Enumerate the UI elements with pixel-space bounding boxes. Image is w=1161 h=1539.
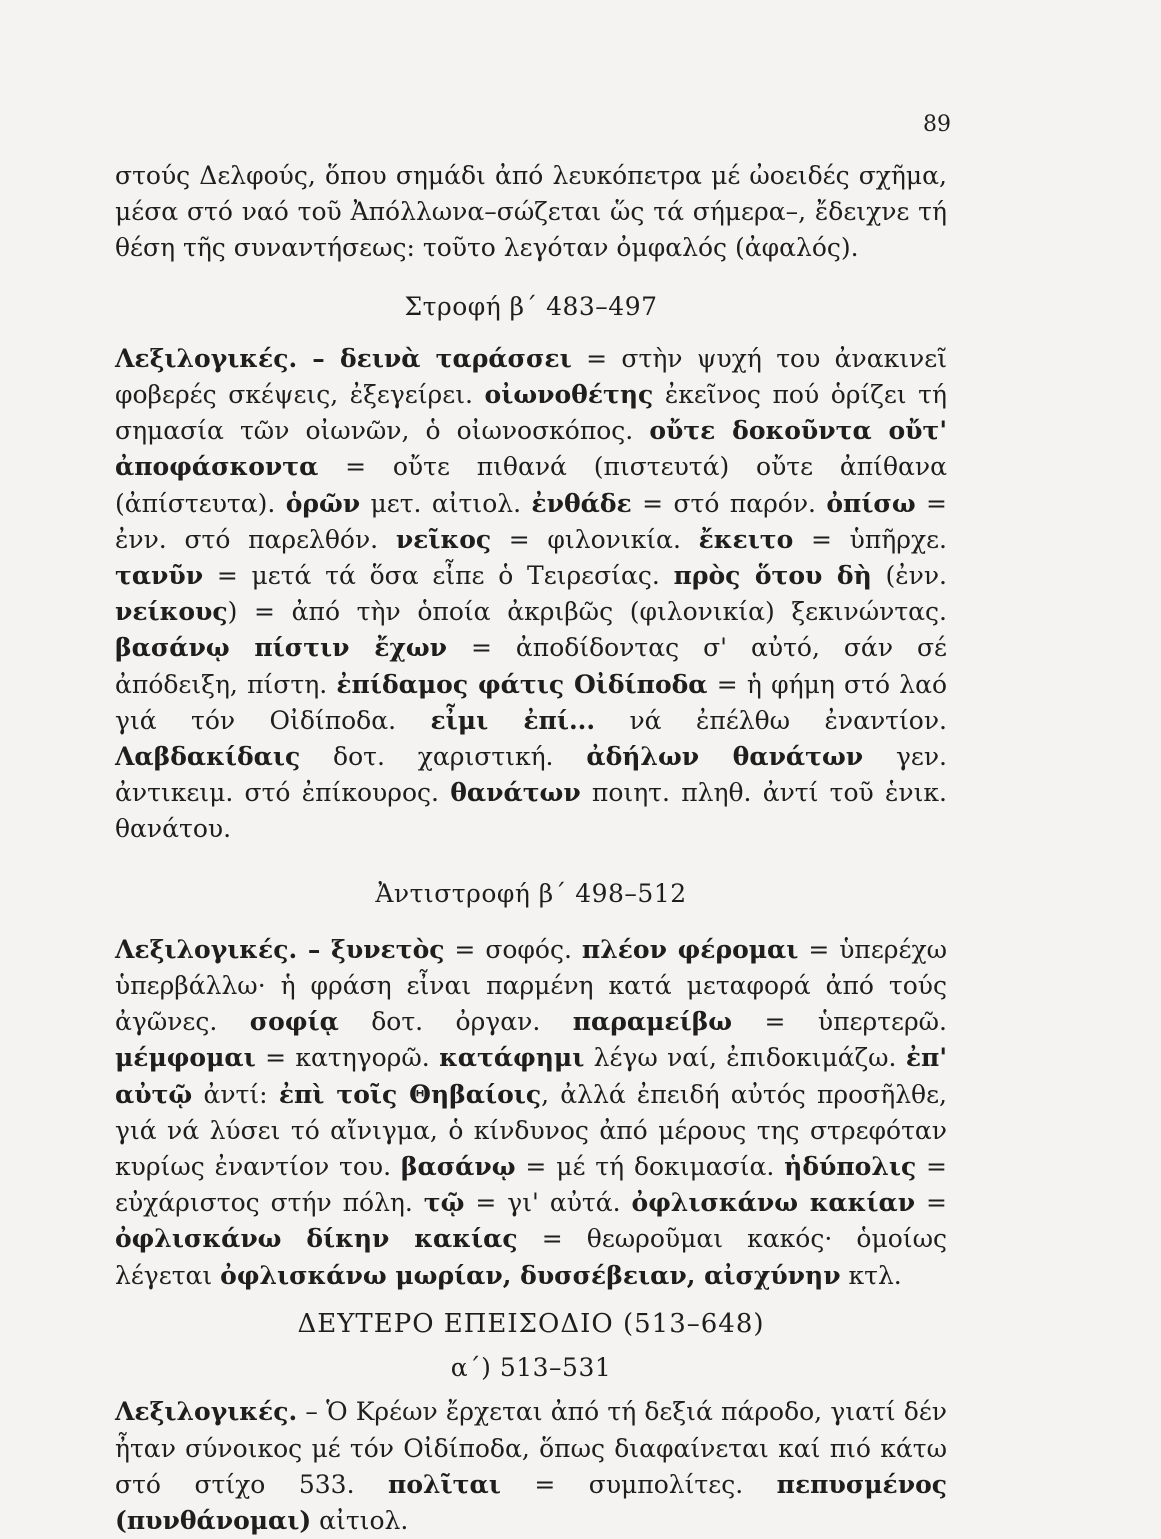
gloss-text: ἐκεῖνος πού ὁρίζει τή σημασία τῶν οἰωνῶν, ὁ οἰωνοσκόπος. — [115, 380, 947, 446]
lemma: Λαβδακίδαις — [115, 742, 301, 772]
gloss-text: δοτ. χαριστική. — [300, 742, 587, 772]
gloss-text: = ὑπῆρχε. — [793, 524, 947, 554]
gloss-text: = ὑπερέχω ὑπερβάλλω· ἡ φράση εἶναι παρμένη κατά μεταφορά ἀπό τούς ἀγῶνες. — [115, 934, 947, 1037]
gloss-text: ἀντί: — [192, 1079, 279, 1109]
lemma: οὔτε δοκοῦντα οὔτ' ἀποφάσκοντα — [115, 416, 947, 482]
lemma: θανάτων — [450, 778, 581, 808]
lemma: ὁρῶν — [285, 488, 361, 518]
lemma: πεπυσμένος (πυνθάνομαι) — [115, 1469, 947, 1535]
lemma: τανῦν — [115, 561, 204, 591]
gloss-text: = σοφός. — [444, 934, 582, 964]
gloss-text: = ἡ φήμη στό λαό γιά τόν Οἰδίποδα. — [115, 669, 948, 735]
lemma: ὀπίσω — [826, 488, 916, 518]
gloss-text: = ἐνν. στό παρελθόν. — [115, 488, 947, 554]
text-body — [115, 158, 947, 1539]
lemma: βασάνῳ πίστιν ἔχων — [115, 633, 447, 663]
lemma: ὀφλισκάνω κακίαν — [631, 1188, 916, 1218]
gloss-text: = — [915, 1188, 947, 1218]
gloss-text: = θεωροῦμαι κακός· ὁμοίως λέγεται — [115, 1224, 947, 1290]
gloss-text: = κατηγορῶ. — [255, 1043, 440, 1073]
heading-strophe-b: Στροφή β΄ 483–497 — [404, 291, 658, 321]
lemma: Λεξιλογικές. – ξυνετὸς — [115, 934, 445, 964]
heading-antistrophe-b: Ἀντιστροφή β΄ 498–512 — [375, 878, 687, 908]
lemma: πλέον φέρομαι — [581, 934, 799, 964]
gloss-text: μετ. αἰτιολ. — [360, 488, 532, 518]
gloss-text: = εὐχάριστος στήν πόλη. — [115, 1152, 948, 1218]
lemma: ἐνθάδε — [531, 488, 632, 518]
lemma: ἡδύπολις — [784, 1152, 917, 1182]
gloss-text: δοτ. ὀργαν. — [338, 1007, 573, 1037]
gloss-text: κτλ. — [840, 1260, 902, 1290]
lemma: νείκους — [115, 597, 228, 627]
page-number: 89 — [923, 112, 951, 137]
gloss-text: = οὔτε πιθανά (πιστευτά) οὔτε ἀπίθανα (ἀπίστευτα). — [115, 452, 947, 518]
gloss-text: = μετά τά ὅσα εἶπε ὁ Τειρεσίας. — [203, 561, 674, 591]
gloss-text: (ἐνν. — [871, 561, 947, 591]
lemma: σοφίᾳ — [249, 1007, 339, 1037]
lemma: νεῖκος — [395, 524, 492, 554]
lemma: εἶμι ἐπί... — [430, 705, 596, 735]
lemma: Λεξιλογικές. – δεινὰ ταράσσει — [115, 343, 572, 373]
gloss-text: = συμπολίτες. — [500, 1469, 777, 1499]
lexical-paragraph-1 — [115, 341, 947, 848]
lemma: ἐπὶ τοῖς Θηβαίοις — [278, 1079, 542, 1109]
gloss-text: – Ὁ Κρέων ἔρχεται ἀπό τή δεξιά πάροδο, γιατί δέν ἦταν σύνοικος μέ τόν Οἰδίποδα, ὅπως διαφαίνεται καί πιό κάτω στό στίχο 533. — [115, 1397, 947, 1499]
gloss-text: = μέ τή δοκιμασία. — [515, 1152, 785, 1182]
gloss-text: , ἀλλά ἐπειδή αὐτός προσῆλθε, γιά νά λύσει τό αἴνιγμα, ὁ κίνδυνος ἀπό μέρους της στρεφόταν κυρίως ἐναντίον του. — [115, 1079, 947, 1182]
heading-second-episode: ΔΕΥΤΕΡΟ ΕΠΕΙΣΟΔΙΟ (513–648) — [297, 1308, 765, 1339]
gloss-text: ) = ἀπό τὴν ὁποία ἀκριβῶς (φιλονικία) ξεκινώντας. — [227, 597, 947, 627]
lemma: τῷ — [423, 1188, 465, 1218]
lemma: ἐπ' αὐτῷ — [115, 1043, 947, 1109]
lemma: βασάνῳ — [400, 1152, 516, 1182]
gloss-text: = στὴν ψυχή του ἀνακινεῖ φοβερές σκέψεις, ἐξεγείρει. — [115, 343, 947, 410]
heading-section-a: α΄) 513–531 — [450, 1353, 612, 1383]
lexical-paragraph-2 — [115, 932, 947, 1294]
lemma: ἔκειτο — [698, 524, 794, 554]
lexical-paragraph-3 — [115, 1394, 947, 1539]
gloss-text: = φιλονικία. — [491, 524, 699, 554]
lemma: οἰωνοθέτης — [484, 380, 654, 410]
gloss-text: = στό παρόν. — [631, 488, 827, 518]
lemma: ἀδήλων θανάτων — [586, 742, 864, 772]
lemma: ὀφλισκάνω δίκην κακίας — [115, 1224, 518, 1254]
gloss-text: λέγω ναί, ἐπιδοκιμάζω. — [584, 1043, 906, 1073]
lemma: Λεξιλογικές. — [115, 1397, 298, 1427]
lemma: πολῖται — [388, 1469, 501, 1499]
gloss-text: γεν. ἀντικειμ. στό ἐπίκουρος. — [115, 742, 947, 808]
lemma: πρὸς ὅτου δὴ — [673, 561, 872, 591]
lemma: ἐπίδαμος φάτις Οἰδίποδα — [336, 669, 708, 699]
lemma: μέμφομαι — [115, 1043, 256, 1073]
gloss-text: νά ἐπέλθω ἐναντίον. — [595, 705, 947, 735]
gloss-text: = ἀποδίδοντας σ' αὐτό, σάν σέ ἀπόδειξη, πίστη. — [115, 633, 947, 699]
gloss-text: = ὑπερτερῶ. — [732, 1007, 948, 1037]
lemma: κατάφημι — [439, 1043, 585, 1073]
gloss-text: στούς Δελφούς, ὅπου σημάδι ἀπό λευκόπετρα μέ ὠοειδές σχῆμα, μέσα στό ναό τοῦ Ἀπόλλωνα–σώζεται ὥς τά σήμερα–, ἔδειχνε τή θέση τῆς συναντήσεως: τοῦτο λεγόταν ὀμφαλός (ἀφαλός). — [115, 161, 947, 263]
lemma: παραμείβω — [572, 1007, 733, 1037]
lemma: ὀφλισκάνω μωρίαν, δυσσέβειαν, αἰσχύνην — [220, 1260, 841, 1290]
gloss-text: = γι' αὐτά. — [464, 1188, 632, 1218]
intro-paragraph — [115, 158, 947, 267]
gloss-text: ποιητ. πληθ. ἀντί τοῦ ἑνικ. θανάτου. — [115, 778, 947, 844]
gloss-text: αἰτιολ. — [311, 1505, 409, 1535]
